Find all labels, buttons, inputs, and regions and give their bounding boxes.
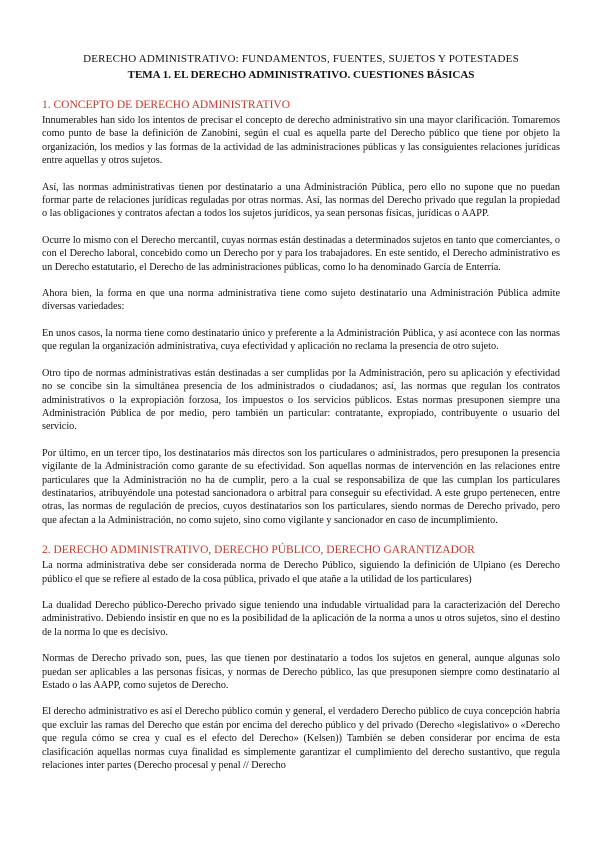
paragraph: Otro tipo de normas administrativas están destinadas a ser cumplidas por la Administración, pero su aplicación y efectividad no se concibe sin la simultánea presencia de los administrados o ciudadanos; así, las normas que regulan los contratos administrativos o la expropiación forzosa, los impuestos o los servicios públicos. Estas normas presuponen siempre una Administración Pública de por medio, pero también un particular: contratante, expropiado, contribuyente o usuario del servicio. — [42, 367, 560, 433]
document-subtitle: TEMA 1. EL DERECHO ADMINISTRATIVO. CUESTIONES BÁSICAS — [127, 69, 475, 81]
section-heading-2: 2. DERECHO ADMINISTRATIVO, DERECHO PÚBLICO, DERECHO GARANTIZADOR — [42, 544, 475, 557]
paragraph: La dualidad Derecho público-Derecho privado sigue teniendo una indudable virtualidad para la caracterización del Derecho administrativo. Debiendo insistir en que no es la posibilidad de la aplicación de la norma a unos u otros sujetos, sino el destino de la norma lo que es decisivo. — [42, 599, 560, 638]
paragraph: La norma administrativa debe ser considerada norma de Derecho Público, siguiendo la definición de Ulpiano (es Derecho público el que se refiere al estado de la cosa pública, privado el que atañe a la utilidad de los particulares) — [42, 560, 560, 585]
paragraph: Ocurre lo mismo con el Derecho mercantil, cuyas normas están destinadas a determinados sujetos en tanto que comerciantes, o con el Derecho laboral, concebido como un Derecho por y para los trabajadores. En este sentido, el Derecho administrativo es un Derecho estatutario, el Derecho de las administraciones públicas, como lo ha denominado García de Enterría. — [42, 234, 560, 273]
paragraph: Innumerables han sido los intentos de precisar el concepto de derecho administrativo sin una mayor clarificación. Tomaremos como punto de base la definición de Zanobini, según el cual es aquella parte del Derecho público que tiene por objeto la organización, los medios y las formas de la actividad de las administraciones públicas y las consiguientes relaciones jurídicas entre aquellas y otros sujetos. — [42, 115, 560, 167]
paragraph: Normas de Derecho privado son, pues, las que tienen por destinatario a todos los sujetos en general, aunque algunas solo puedan ser aplicables a las personas físicas, y normas de Derecho público, las que presuponen siempre como destinatario al Estado o las AAPP, como sujetos de Derecho. — [42, 653, 560, 691]
document-title: DERECHO ADMINISTRATIVO: FUNDAMENTOS, FUENTES, SUJETOS Y POTESTADES — [83, 53, 519, 65]
paragraph: Ahora bien, la forma en que una norma administrativa tiene como sujeto destinatario una Administración Pública admite diversas variedades: — [42, 288, 560, 313]
paragraph: En unos casos, la norma tiene como destinatario único y preferente a la Administración Pública, y así acontece con las normas que regulan la organización administrativa, cuya efectividad y aplicación no reclama la presencia de otro sujeto. — [42, 327, 560, 353]
paragraph: El derecho administrativo es así el Derecho público común y general, el verdadero Derecho público de cuya concepción habría que excluir las ramas del Derecho que están por encima del derecho público y del privado (Derecho «legislativo» o «Derecho que regula cómo se crea y cual es el efecto del Derecho» (Kelsen)) También se deben considerar por encima de esta clasificación aquellas normas cuya finalidad es simplemente garantizar el cumplimiento del derecho sustantivo, que regula relaciones inter partes (Derecho procesal y penal // Derecho — [42, 706, 560, 772]
paragraph: Por último, en un tercer tipo, los destinatarios más directos son los particulares o administrados, pero presuponen la presencia vigilante de la Administración como garante de su efectividad. Son aquellas normas de intervención en las relaciones entre particulares que la Administración no ha de cumplir, pero a la cual se responsabiliza de que las cumplan los particulares destinatarios, atribuyéndole una potestad sancionadora o arbitral para conseguir su efectividad. A este grupo pertenecen, entre otras, las normas de regulación de precios, cuyos destinatarios son los particulares, siendo normas de Derecho privado, pero que afectan a la Administración, no como sujeto, sino como vigilante y sancionador en caso de incumplimiento. — [42, 447, 560, 526]
section-heading-1: 1. CONCEPTO DE DERECHO ADMINISTRATIVO — [42, 99, 291, 111]
paragraph: Así, las normas administrativas tienen por destinatario a una Administración Pública, pero ello no supone que no puedan formar parte de relaciones jurídicas reguladas por otras normas. Así, las normas del Derecho privado que regulan la propiedad o las obligaciones y contratos afectan a todos los sujetos jurídicos, ya sean personas físicas, jurídicas o AAPP. — [42, 181, 560, 220]
